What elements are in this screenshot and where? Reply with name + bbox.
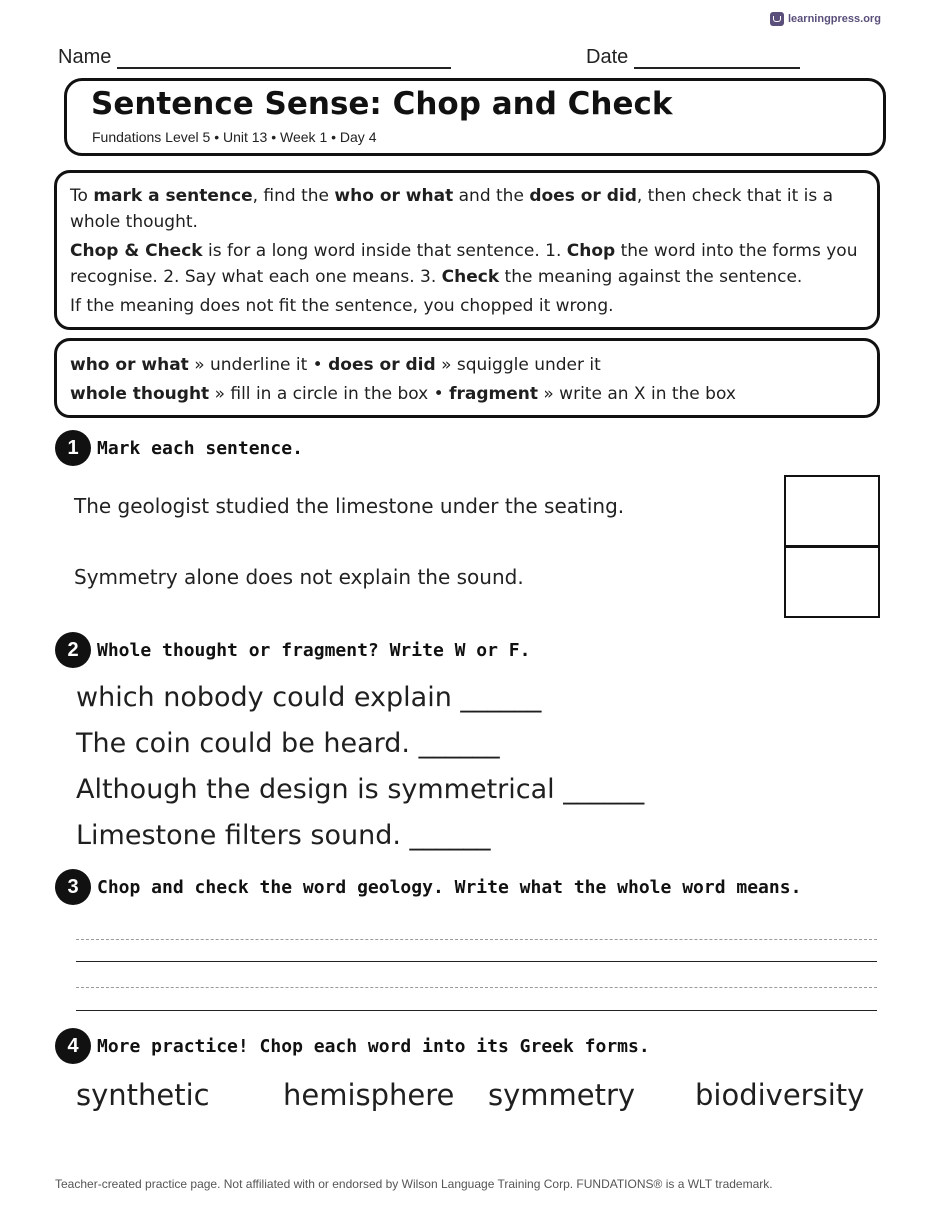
practice-word-2: hemisphere (283, 1078, 455, 1112)
bold-term: Check (441, 267, 500, 287)
text-run: , find the (252, 186, 335, 206)
question-4-text: More practice! Chop each word into its Greek forms. (97, 1035, 650, 1057)
question-2-number: 2 (55, 632, 91, 668)
page-subtitle: Fundations Level 5 • Unit 13 • Week 1 • Day 4 (92, 129, 377, 145)
instructions-box (54, 170, 880, 330)
question-1-text: Mark each sentence. (97, 437, 303, 459)
writing-line-1[interactable] (76, 961, 877, 962)
bold-term: who or what (334, 186, 454, 206)
text-run: To (70, 186, 94, 206)
text-run: » squiggle under it (435, 355, 601, 375)
question-1-heading (55, 430, 303, 466)
instructions-p1 (70, 183, 864, 235)
question-3-text: Chop and check the word geology. Write what the whole word means. (97, 876, 802, 898)
q1-answer-box-1[interactable] (784, 475, 880, 547)
writing-guide-line-1 (76, 939, 877, 940)
text-run: » write an X in the box (537, 384, 736, 404)
legend-line-1 (70, 351, 864, 380)
q1-answer-box-2[interactable] (784, 546, 880, 618)
bold-term: whole thought (70, 384, 210, 404)
question-3-heading (55, 869, 801, 905)
question-2-heading (55, 632, 530, 668)
text-run: » fill in a circle in the box • (209, 384, 450, 404)
book-icon (770, 12, 784, 26)
date-field[interactable] (586, 46, 800, 69)
brand-label: learningpress.org (788, 13, 881, 25)
bold-term: Chop & Check (70, 241, 203, 261)
practice-word-1: synthetic (76, 1078, 210, 1112)
page-title: Sentence Sense: Chop and Check (91, 86, 673, 122)
bold-term: does or did (529, 186, 637, 206)
legend-line-2 (70, 380, 864, 409)
writing-guide-line-2 (76, 987, 877, 988)
name-line[interactable] (117, 47, 451, 69)
date-label: Date (586, 46, 629, 68)
text-run: and the (453, 186, 530, 206)
instructions-p2 (70, 238, 864, 290)
bold-term: Chop (566, 241, 616, 261)
q2-item-4: Limestone filters sound. ______ (76, 820, 491, 851)
q2-item-1: which nobody could explain ______ (76, 682, 542, 713)
question-4-number: 4 (55, 1028, 91, 1064)
question-2-text: Whole thought or fragment? Write W or F. (97, 639, 531, 661)
name-label: Name (58, 46, 112, 68)
writing-line-2[interactable] (76, 1010, 877, 1011)
text-run: the meaning against the sentence. (499, 267, 803, 287)
question-3-number: 3 (55, 869, 91, 905)
bold-term: does or did (328, 355, 436, 375)
text-run: the word into the forms you recognise. 2. Say what each one means. 3. (70, 241, 858, 287)
text-run: » underline it • (188, 355, 329, 375)
practice-word-4: biodiversity (695, 1078, 865, 1112)
q1-sentence-2: Symmetry alone does not explain the sound. (74, 565, 524, 589)
text-run: is for a long word inside that sentence. 1. (202, 241, 567, 261)
question-4-heading (55, 1028, 650, 1064)
brand-logo (770, 12, 881, 26)
q2-item-3: Although the design is symmetrical ______ (76, 774, 645, 805)
name-field[interactable] (58, 46, 451, 69)
bold-term: who or what (70, 355, 189, 375)
bold-term: mark a sentence (93, 186, 253, 206)
bold-term: fragment (449, 384, 538, 404)
text-run: , then check that it is a whole thought. (70, 186, 834, 232)
instructions-p3: If the meaning does not fit the sentence, you chopped it wrong. (70, 296, 614, 316)
marking-legend-box (54, 338, 880, 418)
practice-word-3: symmetry (488, 1078, 636, 1112)
question-1-number: 1 (55, 430, 91, 466)
date-line[interactable] (634, 47, 800, 69)
q1-sentence-1: The geologist studied the limestone under the seating. (74, 494, 625, 518)
q2-item-2: The coin could be heard. ______ (76, 728, 500, 759)
footer-disclaimer: Teacher-created practice page. Not affiliated with or endorsed by Wilson Language Training Corp. FUNDATIONS® is a WLT trademark. (55, 1177, 773, 1191)
